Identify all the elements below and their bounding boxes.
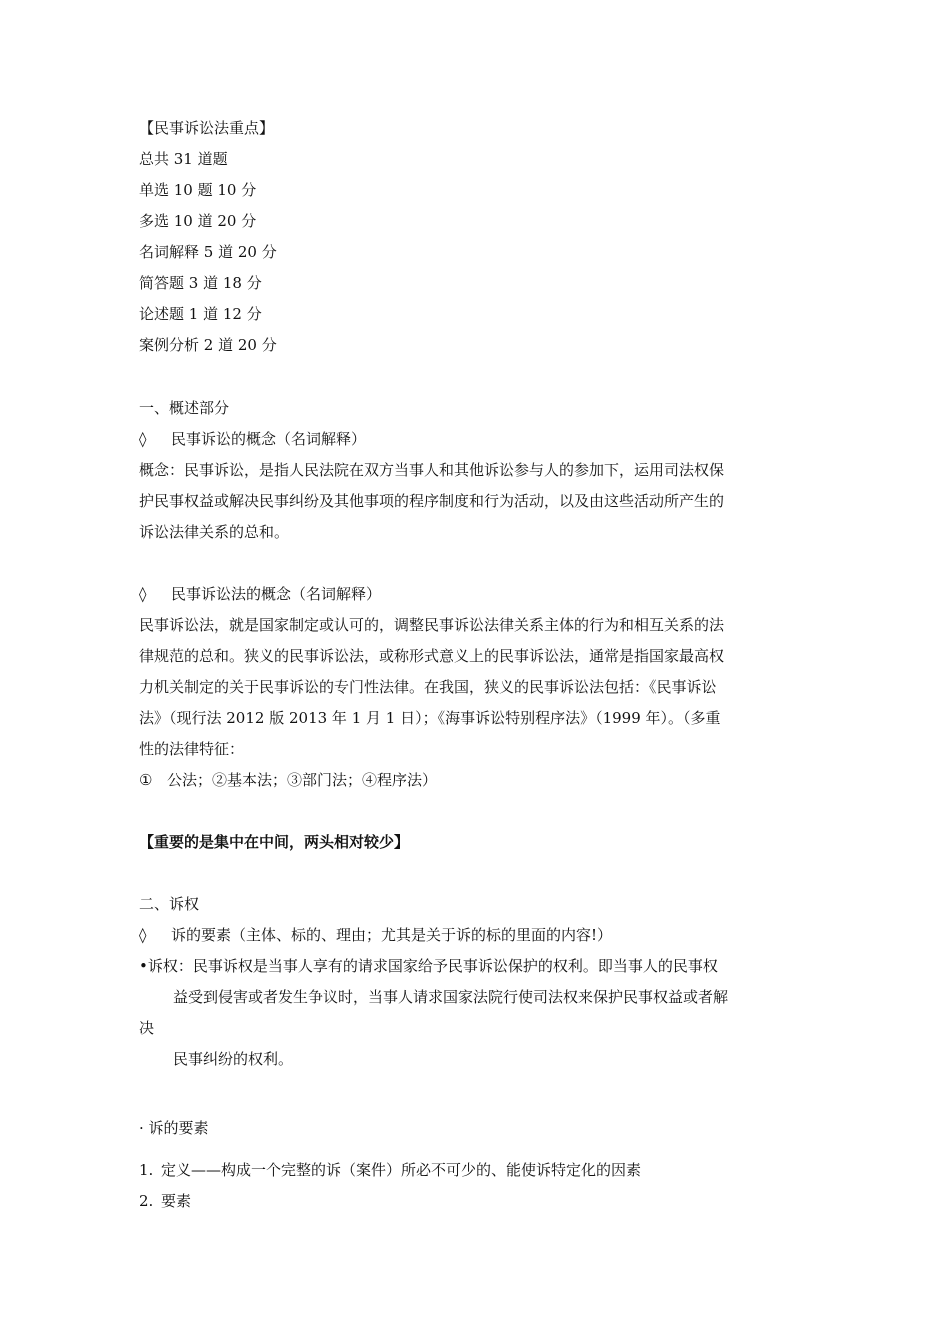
section-heading: 二、诉权 bbox=[139, 895, 200, 913]
item-number: 1. bbox=[139, 1161, 154, 1179]
sub-heading: · 诉的要素 bbox=[139, 1119, 209, 1137]
summary-line: 总共 31 道题 bbox=[139, 150, 228, 168]
document-title: 【民事诉讼法重点】 bbox=[139, 119, 275, 137]
paragraph-line: 法》（现行法 2012 版 2013 年 1 月 1 日）；《海事诉讼特别程序法》（1999 年）。（多重 bbox=[139, 709, 721, 727]
diamond-bullet-icon: ◊ bbox=[139, 926, 147, 944]
paragraph-line: •诉权：民事诉权是当事人享有的请求国家给予民事诉讼保护的权利。即当事人的民事权 bbox=[139, 957, 718, 975]
section-heading: 一、概述部分 bbox=[139, 399, 230, 417]
bullet-item bbox=[139, 429, 366, 449]
paragraph-line: 民事诉讼法，就是国家制定或认可的，调整民事诉讼法律关系主体的行为和相互关系的法 bbox=[139, 616, 725, 634]
paragraph-line: 益受到侵害或者发生争议时，当事人请求国家法院行使司法权来保护民事权益或者解 bbox=[173, 988, 729, 1006]
important-note: 【重要的是集中在中间，两头相对较少】 bbox=[139, 833, 410, 851]
bullet-item bbox=[139, 584, 381, 604]
paragraph-line: 性的法律特征： bbox=[139, 740, 245, 758]
bullet-text: 诉的要素（主体、标的、理由；尤其是关于诉的标的里面的内容!） bbox=[171, 926, 613, 944]
bullet-item bbox=[139, 925, 612, 945]
paragraph-line: 护民事权益或解决民事纠纷及其他事项的程序制度和行为活动，以及由这些活动所产生的 bbox=[139, 492, 725, 510]
paragraph-line: 诉讼法律关系的总和。 bbox=[139, 523, 290, 541]
summary-line: 论述题 1 道 12 分 bbox=[139, 305, 262, 323]
summary-line: 多选 10 道 20 分 bbox=[139, 212, 257, 230]
numbered-item bbox=[139, 1191, 191, 1211]
summary-line: 案例分析 2 道 20 分 bbox=[139, 336, 277, 354]
summary-line: 简答题 3 道 18 分 bbox=[139, 274, 262, 292]
item-text: 定义——构成一个完整的诉（案件）所必不可少的、能使诉特定化的因素 bbox=[161, 1161, 642, 1179]
features-text: 公法；②基本法；③部门法；④程序法） bbox=[167, 771, 438, 789]
paragraph-line: 律规范的总和。狭义的民事诉讼法，或称形式意义上的民事诉讼法，通常是指国家最高权 bbox=[139, 647, 725, 665]
features-line bbox=[139, 770, 437, 790]
summary-line: 名词解释 5 道 20 分 bbox=[139, 243, 277, 261]
summary-line: 单选 10 题 10 分 bbox=[139, 181, 257, 199]
paragraph-line: 概念：民事诉讼，是指人民法院在双方当事人和其他诉讼参与人的参加下，运用司法权保 bbox=[139, 461, 725, 479]
item-number: 2. bbox=[139, 1192, 154, 1210]
diamond-bullet-icon: ◊ bbox=[139, 585, 147, 603]
paragraph-line: 力机关制定的关于民事诉讼的专门性法律。在我国，狭义的民事诉讼法包括：《民事诉讼 bbox=[139, 678, 717, 696]
bullet-text: 民事诉讼的概念（名词解释） bbox=[171, 430, 367, 448]
paragraph-line: 决 bbox=[139, 1019, 155, 1037]
item-text: 要素 bbox=[161, 1192, 192, 1210]
diamond-bullet-icon: ◊ bbox=[139, 430, 147, 448]
numbered-item bbox=[139, 1160, 641, 1180]
bullet-text: 民事诉讼法的概念（名词解释） bbox=[171, 585, 382, 603]
circled-number-marker: ① bbox=[139, 771, 153, 789]
paragraph-line: 民事纠纷的权利。 bbox=[173, 1050, 294, 1068]
